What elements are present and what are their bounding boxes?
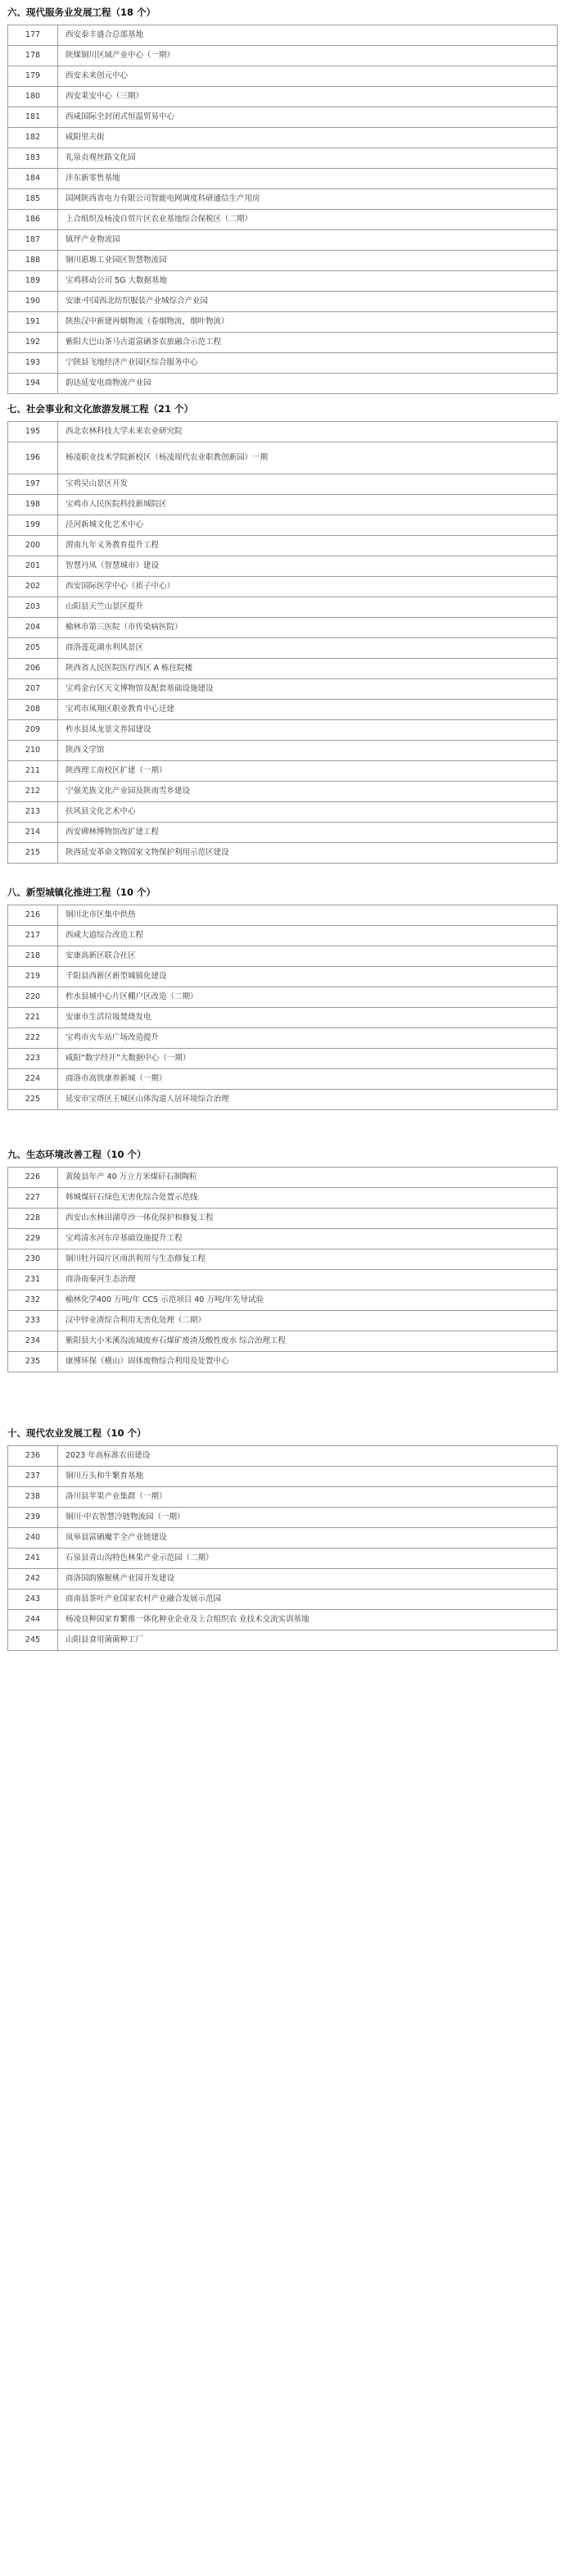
- project-name: 西咸大道综合改造工程: [58, 926, 558, 946]
- table-row: [8, 1209, 558, 1229]
- project-name: 咸阳“数字经开”大数据中心（一期）: [58, 1049, 558, 1069]
- project-number: 228: [8, 1209, 58, 1229]
- table-row: [8, 597, 558, 618]
- project-number: 199: [8, 515, 58, 536]
- project-number: 178: [8, 46, 58, 66]
- project-table: [7, 905, 558, 1110]
- project-number: 207: [8, 679, 58, 700]
- table-row: [8, 1630, 558, 1651]
- project-number: 182: [8, 128, 58, 148]
- project-name: 商洛莲花湖水利风景区: [58, 638, 558, 659]
- table-row: [8, 536, 558, 556]
- project-name: 康博环保（横山）固体废物综合利用及处置中心: [58, 1352, 558, 1372]
- project-name: 西安未来创元中心: [58, 66, 558, 87]
- section-title: 八、新型城镇化推进工程（10 个）: [7, 887, 156, 898]
- project-table-body: [8, 422, 558, 864]
- project-number: 185: [8, 189, 58, 210]
- project-name: 宝鸡市火车站广场改造提升: [58, 1028, 558, 1049]
- table-row: [8, 618, 558, 638]
- project-number: 224: [8, 1069, 58, 1090]
- project-number: 230: [8, 1249, 58, 1270]
- project-name: 安康市生活垃圾焚烧发电: [58, 1008, 558, 1028]
- project-number: 214: [8, 823, 58, 843]
- project-number: 236: [8, 1446, 58, 1467]
- project-table: [7, 1167, 558, 1372]
- table-row: [8, 577, 558, 597]
- table-row: [8, 46, 558, 66]
- table-row: [8, 474, 558, 495]
- project-name: 西安碑林博物馆改扩建工程: [58, 823, 558, 843]
- project-number: 200: [8, 536, 58, 556]
- project-number: 240: [8, 1528, 58, 1549]
- project-number: 195: [8, 422, 58, 442]
- table-row: [8, 495, 558, 515]
- table-row: [8, 802, 558, 823]
- table-row: [8, 210, 558, 230]
- project-name: 铜川惠塬工业园区智慧物流园: [58, 251, 558, 271]
- project-number: 205: [8, 638, 58, 659]
- project-name: 铜川北市区集中供热: [58, 905, 558, 926]
- project-name: 宝鸡清水河东岸基础设施提升工程: [58, 1229, 558, 1249]
- project-number: 183: [8, 148, 58, 169]
- table-row: [8, 659, 558, 679]
- project-name: 韵达延安电商物流产业园: [58, 374, 558, 394]
- project-number: 216: [8, 905, 58, 926]
- table-row: [8, 823, 558, 843]
- table-row: [8, 1352, 558, 1372]
- table-row: [8, 843, 558, 864]
- project-name: 宝鸡移动公司 5G 大数据基地: [58, 271, 558, 292]
- project-name: 洛川县苹果产业集群（一期）: [58, 1487, 558, 1508]
- project-name: 礼泉贞观丝路文化园: [58, 148, 558, 169]
- project-table: [7, 421, 558, 864]
- table-row: [8, 1069, 558, 1090]
- project-number: 215: [8, 843, 58, 864]
- table-row: [8, 1331, 558, 1352]
- project-number: 197: [8, 474, 58, 495]
- project-name: 安康高新区联合社区: [58, 946, 558, 967]
- table-row: [8, 679, 558, 700]
- project-name: 汉中锌业渣综合利用无害化处理（二期）: [58, 1311, 558, 1331]
- project-number: 212: [8, 782, 58, 802]
- project-name: 宁陕县飞地经济产业园区综合服务中心: [58, 353, 558, 374]
- project-number: 177: [8, 25, 58, 46]
- table-row: [8, 230, 558, 251]
- table-row: [8, 741, 558, 761]
- project-name: 陕西理工南校区扩建（一期）: [58, 761, 558, 782]
- table-row: [8, 189, 558, 210]
- project-number: 237: [8, 1467, 58, 1487]
- table-row: [8, 66, 558, 87]
- table-row: [8, 700, 558, 720]
- project-number: 203: [8, 597, 58, 618]
- table-row: [8, 782, 558, 802]
- table-row: [8, 556, 558, 577]
- table-row: [8, 987, 558, 1008]
- project-name: 榆林市第三医院（市传染病医院）: [58, 618, 558, 638]
- project-name: 柞水县城中心片区棚户区改造（二期）: [58, 987, 558, 1008]
- table-row: [8, 1028, 558, 1049]
- table-row: [8, 1049, 558, 1069]
- table-row: [8, 271, 558, 292]
- table-row: [8, 1467, 558, 1487]
- project-name: 宁强羌族文化产业园及陕南雪乡建设: [58, 782, 558, 802]
- project-number: 222: [8, 1028, 58, 1049]
- section-title: 九、生态环境改善工程（10 个）: [7, 1149, 147, 1160]
- table-row: [8, 1446, 558, 1467]
- project-table-body: [8, 1446, 558, 1651]
- table-row: [8, 1290, 558, 1311]
- project-name: 宝鸡吴山景区开发: [58, 474, 558, 495]
- table-row: [8, 967, 558, 987]
- project-name: 泾河新城文化艺术中心: [58, 515, 558, 536]
- project-number: 243: [8, 1590, 58, 1610]
- table-row: [8, 148, 558, 169]
- table-row: [8, 1270, 558, 1290]
- table-row: [8, 1569, 558, 1590]
- table-row: [8, 905, 558, 926]
- project-number: 227: [8, 1188, 58, 1209]
- section-title: 六、现代服务业发展工程（18 个）: [7, 7, 156, 18]
- project-number: 208: [8, 700, 58, 720]
- table-row: [8, 1229, 558, 1249]
- table-row: [8, 251, 558, 271]
- project-number: 198: [8, 495, 58, 515]
- section-title: 十、现代农业发展工程（10 个）: [7, 1427, 147, 1439]
- table-row: [8, 128, 558, 148]
- project-number: 179: [8, 66, 58, 87]
- table-row: [8, 1188, 558, 1209]
- project-number: 209: [8, 720, 58, 741]
- project-number: 242: [8, 1569, 58, 1590]
- project-number: 191: [8, 312, 58, 333]
- project-number: 204: [8, 618, 58, 638]
- project-name: 2023 年高标准农田建设: [58, 1446, 558, 1467]
- project-table-body: [8, 25, 558, 394]
- project-number: 184: [8, 169, 58, 189]
- project-name: 西安国际医学中心（质子中心）: [58, 577, 558, 597]
- project-name: 陕西延安革命文物国家文物保护利用示范区建设: [58, 843, 558, 864]
- table-row: [8, 720, 558, 741]
- project-number: 241: [8, 1549, 58, 1569]
- project-number: 190: [8, 292, 58, 312]
- project-name: 西北农林科技大学未来农业研究院: [58, 422, 558, 442]
- table-row: [8, 1311, 558, 1331]
- project-name: 安康·中国西北纺织服装产业城综合产业园: [58, 292, 558, 312]
- project-name: 韩城煤矸石绿色无害化综合处置示范线: [58, 1188, 558, 1209]
- project-name: 沣东新零售基地: [58, 169, 558, 189]
- table-row: [8, 353, 558, 374]
- project-name: 千阳县西新区新型城镇化建设: [58, 967, 558, 987]
- project-name: 紫阳大巴山茶马古道富硒茶农旅融合示范工程: [58, 333, 558, 353]
- table-row: [8, 422, 558, 442]
- project-name: 国网陕西省电力有限公司智能电网调度科研通信生产用房: [58, 189, 558, 210]
- project-name: 西安山水林田湖草沙一体化保护和修复工程: [58, 1209, 558, 1229]
- project-number: 211: [8, 761, 58, 782]
- table-row: [8, 1168, 558, 1188]
- project-number: 225: [8, 1090, 58, 1110]
- project-name: 榆林化学400 万吨/年 CCS 示范项目 40 万吨/年先导试验: [58, 1290, 558, 1311]
- project-table: [7, 1445, 558, 1651]
- table-row: [8, 442, 558, 474]
- table-row: [8, 1508, 558, 1528]
- table-row: [8, 926, 558, 946]
- project-number: 187: [8, 230, 58, 251]
- project-name: 黄陵县年产 40 万立方米煤矸石制陶粒: [58, 1168, 558, 1188]
- project-number: 229: [8, 1229, 58, 1249]
- project-number: 194: [8, 374, 58, 394]
- project-number: 218: [8, 946, 58, 967]
- project-name: 西咸国际全封闭式恒温贸易中心: [58, 107, 558, 128]
- project-name: 咸阳里夫街: [58, 128, 558, 148]
- table-row: [8, 515, 558, 536]
- project-number: 239: [8, 1508, 58, 1528]
- project-name: 山阳县天竺山景区提升: [58, 597, 558, 618]
- project-number: 233: [8, 1311, 58, 1331]
- project-name: 陕西文学馆: [58, 741, 558, 761]
- project-name: 杨凌良种国家育繁推一体化种业企业及上合组织农 业技术交流实训基地: [58, 1610, 558, 1630]
- project-name: 陕煤铜川区域产业中心（一期）: [58, 46, 558, 66]
- table-row: [8, 312, 558, 333]
- project-name: 铜川万头和牛繁育基地: [58, 1467, 558, 1487]
- table-row: [8, 638, 558, 659]
- project-number: 221: [8, 1008, 58, 1028]
- project-number: 210: [8, 741, 58, 761]
- project-name: 扶风县文化艺术中心: [58, 802, 558, 823]
- project-number: 206: [8, 659, 58, 679]
- project-name: 商洛市高铁康养新城（一期）: [58, 1069, 558, 1090]
- table-row: [8, 1549, 558, 1569]
- project-number: 220: [8, 987, 58, 1008]
- table-row: [8, 169, 558, 189]
- project-name: 陕焦汉中新建再烟物流（卷烟物流，烟叶物流）: [58, 312, 558, 333]
- table-row: [8, 292, 558, 312]
- table-row: [8, 1610, 558, 1630]
- table-row: [8, 1487, 558, 1508]
- table-row: [8, 87, 558, 107]
- table-row: [8, 1590, 558, 1610]
- project-number: 192: [8, 333, 58, 353]
- project-number: 223: [8, 1049, 58, 1069]
- project-number: 189: [8, 271, 58, 292]
- project-name: 商洛南秦河生态治理: [58, 1270, 558, 1290]
- project-number: 196: [8, 442, 58, 474]
- project-number: 201: [8, 556, 58, 577]
- table-row: [8, 374, 558, 394]
- project-name: 紫阳县大小米溪沟流域废弃石煤矿废渣及酸性废水 综合治理工程: [58, 1331, 558, 1352]
- project-name: 商洛国韵猕猴桃产业园开发建设: [58, 1569, 558, 1590]
- table-row: [8, 333, 558, 353]
- table-row: [8, 946, 558, 967]
- project-name: 智慧丹凤（智慧城市）建设: [58, 556, 558, 577]
- project-name: 石泉县青山沟特色林果产业示范园（二期）: [58, 1549, 558, 1569]
- project-number: 213: [8, 802, 58, 823]
- project-number: 217: [8, 926, 58, 946]
- project-name: 镇坪产业物流园: [58, 230, 558, 251]
- table-row: [8, 107, 558, 128]
- project-number: 226: [8, 1168, 58, 1188]
- project-number: 234: [8, 1331, 58, 1352]
- project-name: 西安莱安中心（三期）: [58, 87, 558, 107]
- project-number: 231: [8, 1270, 58, 1290]
- project-number: 181: [8, 107, 58, 128]
- project-number: 180: [8, 87, 58, 107]
- project-name: 陕西省人民医院医疗西区 A 栋住院楼: [58, 659, 558, 679]
- project-name: 延安市宝塔区王城区山体沟道人居环境综合治理: [58, 1090, 558, 1110]
- project-number: 186: [8, 210, 58, 230]
- project-number: 219: [8, 967, 58, 987]
- project-name: 山阳县食用菌菌种工厂: [58, 1630, 558, 1651]
- project-number: 193: [8, 353, 58, 374]
- table-row: [8, 1090, 558, 1110]
- project-name: 岚皋县富硒魔芋全产业链建设: [58, 1528, 558, 1549]
- project-number: 245: [8, 1630, 58, 1651]
- project-name: 商南县茶叶产业国家农村产业融合发展示范园: [58, 1590, 558, 1610]
- project-name: 宝鸡市凤翔区职业教育中心迁建: [58, 700, 558, 720]
- table-row: [8, 761, 558, 782]
- table-row: [8, 25, 558, 46]
- table-row: [8, 1528, 558, 1549]
- project-name: 铜川·中农智慧冷链物流园（一期）: [58, 1508, 558, 1528]
- project-table-body: [8, 905, 558, 1110]
- project-name: 铜川牡丹园片区雨洪利用与生态修复工程: [58, 1249, 558, 1270]
- project-table: [7, 25, 558, 394]
- project-number: 232: [8, 1290, 58, 1311]
- project-name: 西安泰丰盛合总部基地: [58, 25, 558, 46]
- project-number: 235: [8, 1352, 58, 1372]
- project-table-body: [8, 1168, 558, 1372]
- project-name: 杨凌职业技术学院新校区（杨凌现代农业职教创新园）一期: [58, 442, 558, 474]
- project-number: 238: [8, 1487, 58, 1508]
- project-number: 202: [8, 577, 58, 597]
- project-name: 宝鸡金台区天文博物馆及配套基础设施建设: [58, 679, 558, 700]
- project-name: 渭南九年义务教育提升工程: [58, 536, 558, 556]
- table-row: [8, 1249, 558, 1270]
- project-name: 宝鸡市人民医院科技新城院区: [58, 495, 558, 515]
- table-row: [8, 1008, 558, 1028]
- project-number: 244: [8, 1610, 58, 1630]
- project-name: 柞水县凤龙景文养园建设: [58, 720, 558, 741]
- project-name: 上合组织及杨凌自贸片区农业基地综合保税区（二期）: [58, 210, 558, 230]
- section-title: 七、社会事业和文化旅游发展工程（21 个）: [7, 403, 194, 415]
- project-number: 188: [8, 251, 58, 271]
